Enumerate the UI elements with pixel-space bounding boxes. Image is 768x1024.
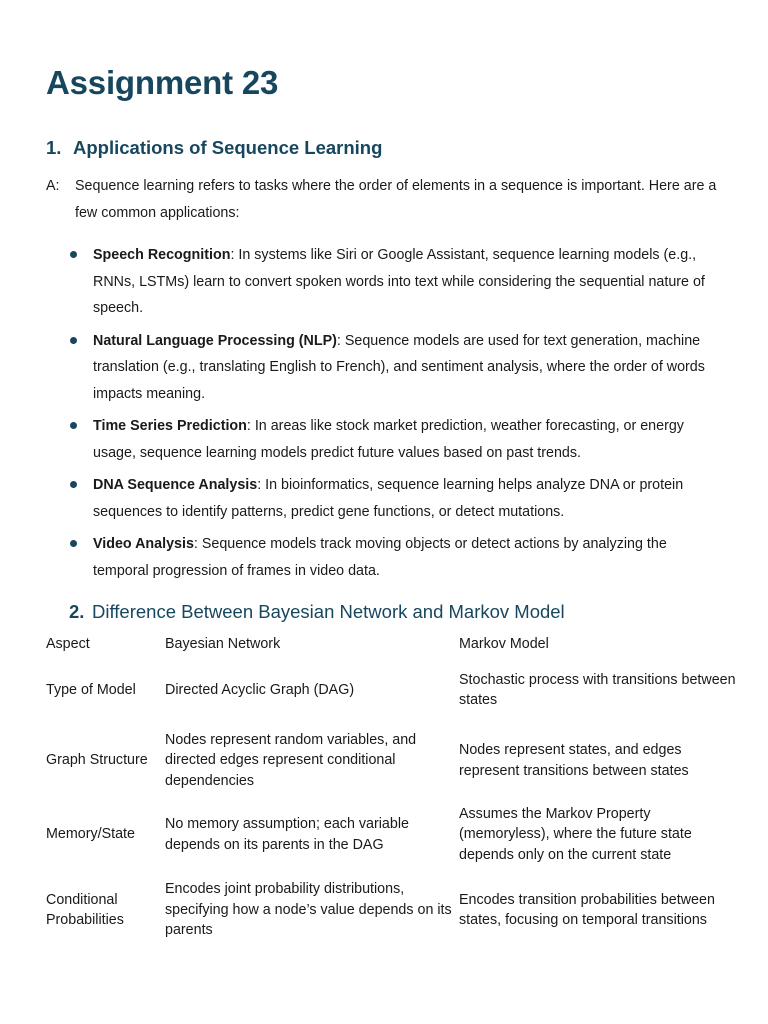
table-cell: No memory assumption; each variable depends on its parents in the DAG xyxy=(165,816,409,853)
bullet-icon xyxy=(70,422,77,429)
list-item-term: Video Analysis xyxy=(93,536,194,552)
list-item-text: : Sequence models are used for text generation, machine translation (e.g., translating English to French), and sentiment analysis, where the order of words impacts meaning. xyxy=(93,332,705,402)
table-cell: Stochastic process with transitions between states xyxy=(459,671,736,708)
list-item-text: : In systems like Siri or Google Assistant, sequence learning models (e.g., RNNs, LSTMs) learn to convert spoken words into text while considering the sequential nature of speech. xyxy=(93,247,705,316)
bullet-icon xyxy=(70,481,77,488)
section-1-number: 1. xyxy=(46,137,62,158)
table-cell: Type of Model xyxy=(46,681,136,698)
table-cell: Nodes represent random variables, and directed edges represent conditional dependencies xyxy=(165,731,417,789)
table-cell: Conditional Probabilities xyxy=(46,891,124,928)
list-item xyxy=(93,531,725,584)
table-header-cell: Bayesian Network xyxy=(165,635,281,652)
table-cell: Memory/State xyxy=(46,826,135,843)
list-item xyxy=(93,472,725,525)
section-1-answer xyxy=(46,173,726,227)
table-row xyxy=(46,722,736,799)
table-header-row xyxy=(46,630,736,658)
comparison-table xyxy=(46,630,736,950)
section-2-number: 2. xyxy=(69,601,85,622)
table-cell: Directed Acyclic Graph (DAG) xyxy=(165,681,355,698)
list-item-text: : In bioinformatics, sequence learning helps analyze DNA or protein sequences to identify patterns, predict gene functions, or detect mutations. xyxy=(93,477,684,520)
table-row xyxy=(46,658,736,722)
section-2-title: Difference Between Bayesian Network and Markov Model xyxy=(92,601,565,622)
table-row xyxy=(46,799,736,870)
list-item-text: : Sequence models track moving objects or detect actions by analyzing the temporal progression of frames in video data. xyxy=(93,536,667,579)
bullet-icon xyxy=(70,540,77,547)
applications-list xyxy=(93,242,725,590)
list-item-term: Natural Language Processing (NLP) xyxy=(93,332,337,349)
section-1-title: Applications of Sequence Learning xyxy=(73,137,383,158)
table-cell: Assumes the Markov Property (memoryless), where the future state depends only on the current state xyxy=(459,805,692,863)
list-item xyxy=(93,242,725,322)
table-cell: Encodes transition probabilities between states, focusing on temporal transitions xyxy=(459,891,715,928)
section-1-heading xyxy=(46,137,382,159)
list-item xyxy=(93,328,725,408)
table-cell: Encodes joint probability distributions, specifying how a node’s value depends on its parents xyxy=(165,881,452,939)
table-header-cell: Aspect xyxy=(46,635,90,652)
table-header-cell: Markov Model xyxy=(459,635,549,652)
table-cell: Nodes represent states, and edges represent transitions between states xyxy=(459,742,689,779)
list-item-term: Speech Recognition xyxy=(93,247,231,263)
list-item-term: DNA Sequence Analysis xyxy=(93,477,258,493)
table-row xyxy=(46,870,736,950)
document-title: Assignment 23 xyxy=(46,64,279,101)
list-item-term: Time Series Prediction xyxy=(93,418,247,434)
answer-intro: Sequence learning refers to tasks where the order of elements in a sequence is important. Here are a few common applications: xyxy=(75,178,717,221)
bullet-icon xyxy=(70,337,77,344)
bullet-icon xyxy=(70,251,77,258)
table-cell: Graph Structure xyxy=(46,752,148,769)
section-2-heading xyxy=(69,601,565,623)
list-item xyxy=(93,413,725,466)
list-item-text: : In areas like stock market prediction, weather forecasting, or energy usage, sequence learning models predict future values based on past trends. xyxy=(93,418,684,461)
answer-label: A: xyxy=(46,178,60,194)
